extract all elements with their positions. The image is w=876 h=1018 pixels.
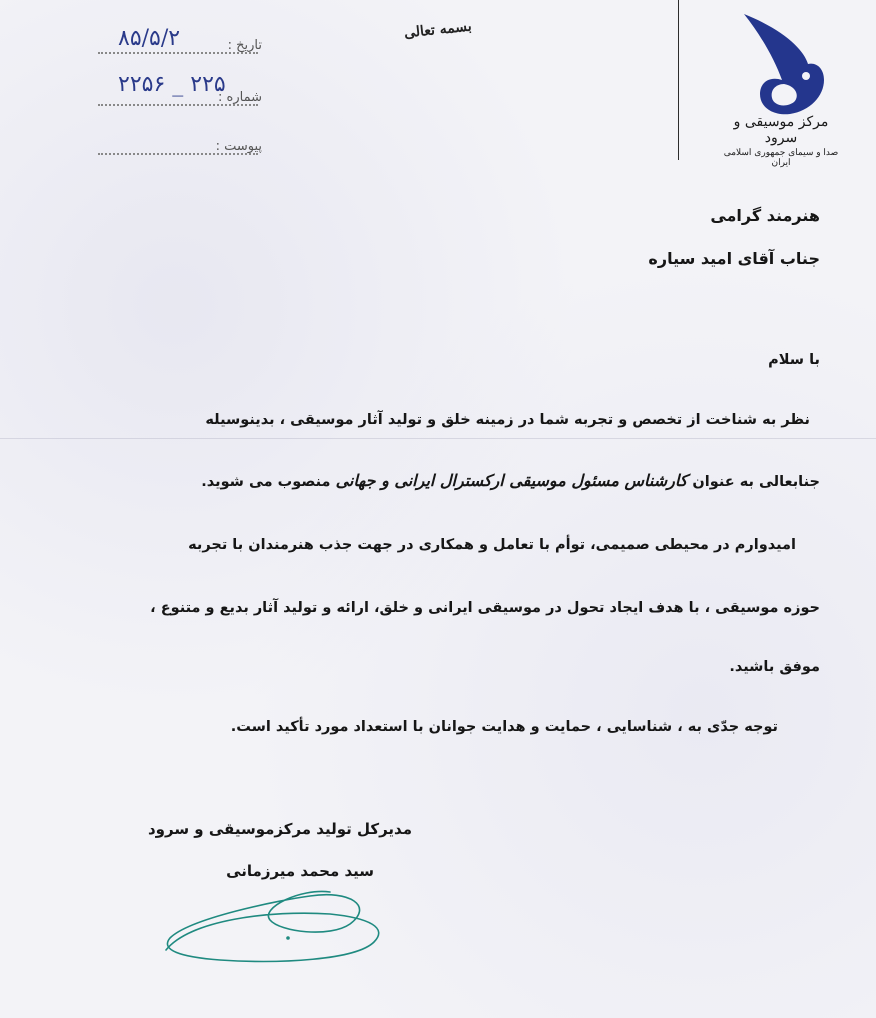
attachment-label: پیوست :: [215, 139, 262, 154]
signoff-title: مدیرکل تولید مرکزموسیقی و سرود: [147, 820, 412, 838]
date-dotted-line: [98, 52, 258, 54]
body-p1-line2: [201, 471, 820, 490]
addressee-name: جناب آقای امید سیاره: [648, 249, 820, 268]
org-name: مرکز موسیقی و سرود: [733, 114, 829, 146]
paper-fold: [0, 438, 876, 439]
bismillah-heading: بسمه تعالی: [403, 18, 473, 42]
body-p1-line2-a: جنابعالی به عنوان: [692, 474, 820, 490]
signature-icon: [160, 880, 390, 970]
body-p2-line2: حوزه موسیقی ، با هدف ایجاد تحول در موسیقی ایرانی و خلق، ارائه و تولید آثار بدیع و متنوع ،: [150, 600, 820, 616]
signoff-name: سید محمد میرزمانی: [226, 862, 374, 880]
number-value: ۲۲۵۶ _ ۲۲۵: [118, 72, 226, 97]
number-label: شماره :: [218, 90, 262, 105]
body-p2-line1: امیدوارم در محیطی صمیمی، توأم با تعامل و همکاری در جهت جذب هنرمندان با تجربه: [188, 537, 796, 553]
body-p2-line3: موفق باشید.: [729, 659, 820, 675]
appointment-title: کارشناس مسئول موسیقی ارکسترال ایرانی و جهانی: [335, 471, 688, 490]
date-value: ۸۵/۵/۲: [118, 26, 181, 51]
date-label: تاریخ :: [227, 38, 262, 53]
body-p3-line1: توجه جدّی به ، شناسایی ، حمایت و هدایت جوانان با استعداد مورد تأکید است.: [230, 719, 778, 735]
org-parent-name: صدا و سیمای جمهوری اسلامی ایران: [723, 148, 839, 168]
addressee-title: هنرمند گرامی: [710, 206, 820, 225]
salutation: با سلام: [768, 352, 820, 368]
attachment-dotted-line: [98, 153, 258, 155]
header-divider: [678, 0, 679, 160]
number-dotted-line: [98, 104, 258, 106]
body-p1-line1: نظر به شناخت از تخصص و تجربه شما در زمینه خلق و تولید آثار موسیقی ، بدینوسیله: [205, 412, 810, 428]
body-p1-line2-b: منصوب می شوید.: [201, 474, 331, 490]
